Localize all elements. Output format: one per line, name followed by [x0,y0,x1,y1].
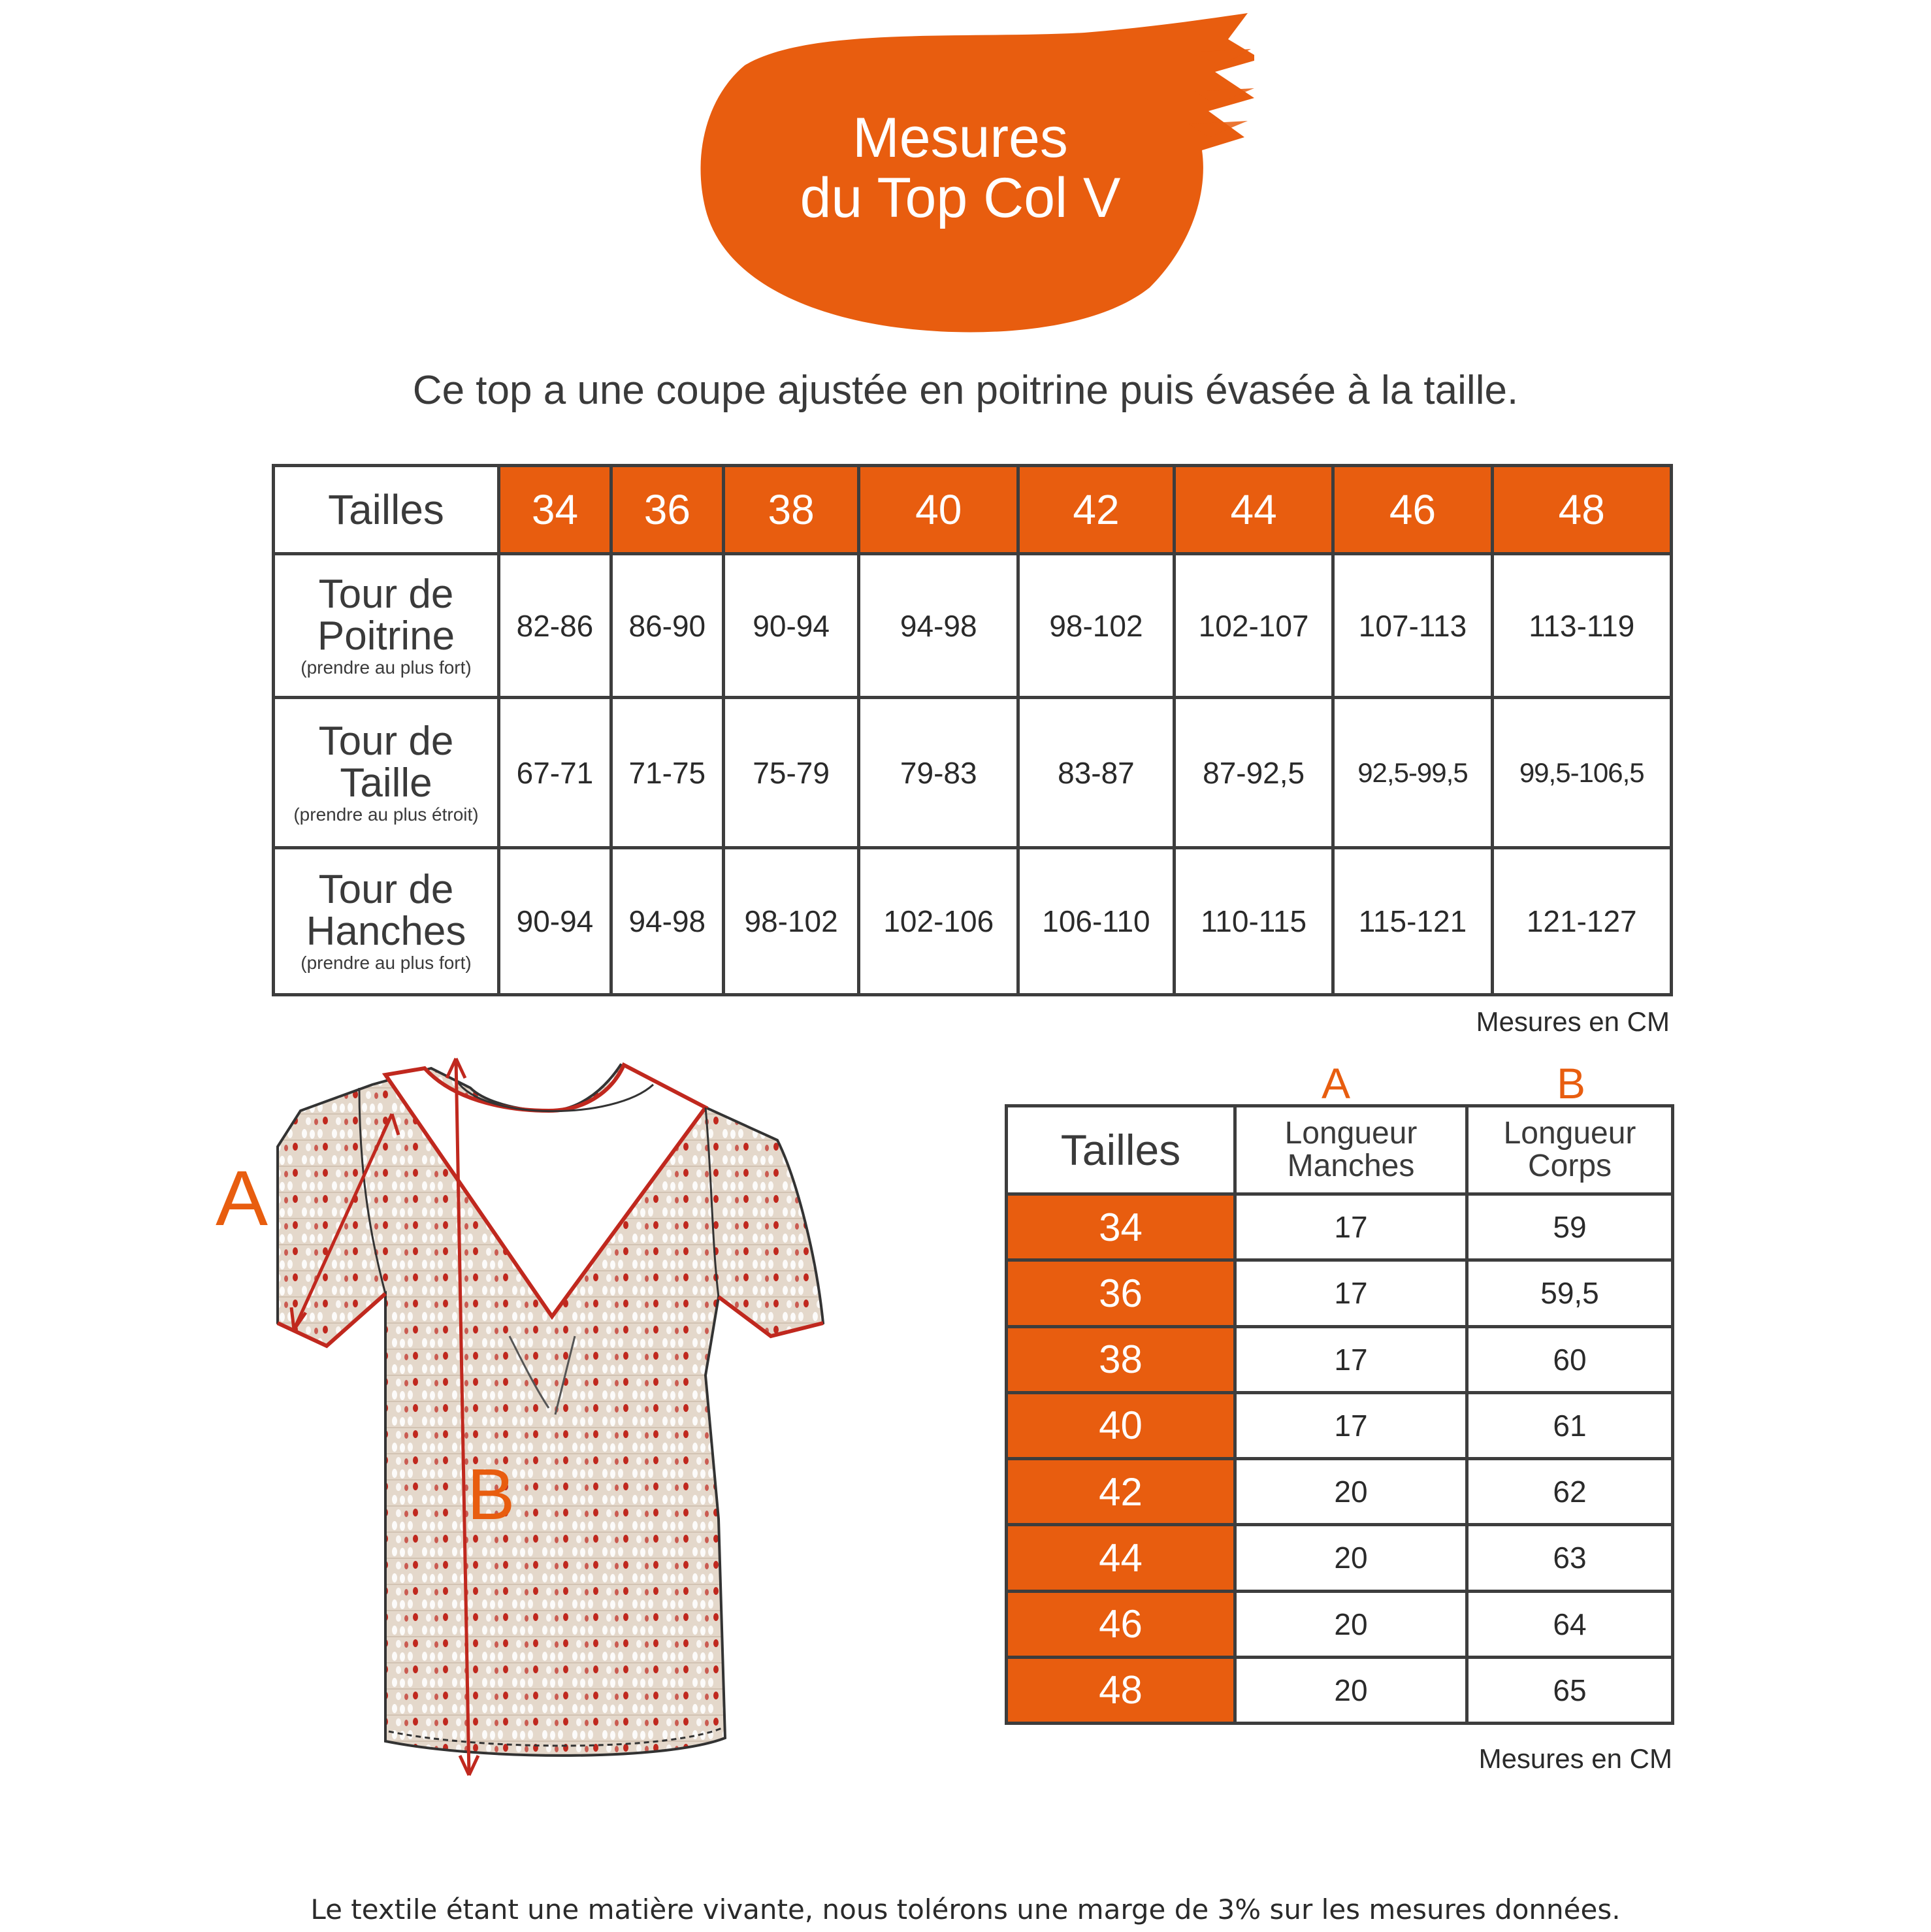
row-label-line: Hanches [306,909,466,954]
table-cell: 102-107 [1174,554,1333,698]
table-cell: 20 [1235,1657,1467,1723]
table-cell: 90-94 [723,554,859,698]
table-row [1007,1459,1673,1525]
table-cell: 107-113 [1333,554,1492,698]
column-header-line: Manches [1287,1149,1415,1183]
table-cell: 99,5-106,5 [1492,698,1672,848]
size-cell: 44 [1007,1525,1235,1591]
unit-note: Mesures en CM [1476,1006,1670,1037]
row-label-line: Taille [340,760,432,806]
garment-measurements-table [1005,1104,1674,1725]
table-row [1007,1194,1673,1260]
table-cell: 60 [1467,1326,1673,1392]
table-row [1007,1326,1673,1392]
table-cell: 71-75 [611,698,723,848]
column-header-sleeve [1235,1106,1467,1194]
table-cell: 65 [1467,1657,1673,1723]
unit-note: Mesures en CM [1478,1743,1672,1774]
table-row [1007,1657,1673,1723]
table-cell: 17 [1235,1260,1467,1326]
table-cell: 17 [1235,1194,1467,1260]
label-b: B [467,1454,515,1535]
size-header: 38 [723,466,859,554]
column-letter-b: B [1556,1059,1586,1107]
table-cell: 113-119 [1492,554,1672,698]
size-cell: 38 [1007,1326,1235,1392]
title-line-2: du Top Col V [800,167,1121,229]
column-header-body [1467,1106,1673,1194]
top-diagram [209,1049,941,1780]
size-header: 44 [1174,466,1333,554]
table-row-chest [274,554,1672,698]
size-header: 40 [859,466,1018,554]
column-header-line: Corps [1527,1149,1612,1183]
row-note: (prendre au plus fort) [300,953,472,973]
row-label [274,554,499,698]
table-corner-label: Tailles [1007,1106,1235,1194]
size-header: 34 [499,466,611,554]
table-row-waist [274,698,1672,848]
row-label [274,848,499,995]
column-letter-a: A [1321,1059,1351,1107]
table-cell: 110-115 [1174,848,1333,995]
table-cell: 94-98 [859,554,1018,698]
table-cell: 82-86 [499,554,611,698]
table-cell: 87-92,5 [1174,698,1333,848]
column-header-line: Longueur [1284,1116,1418,1151]
table-cell: 106-110 [1018,848,1175,995]
size-cell: 42 [1007,1459,1235,1525]
table-cell: 90-94 [499,848,611,995]
table-header-row [1007,1106,1673,1194]
table-cell: 67-71 [499,698,611,848]
size-header: 48 [1492,466,1672,554]
row-note: (prendre au plus étroit) [293,804,479,825]
table-cell: 63 [1467,1525,1673,1591]
title-line-1: Mesures [852,106,1068,169]
table-cell: 86-90 [611,554,723,698]
table-cell: 64 [1467,1591,1673,1657]
column-header-line: Longueur [1503,1116,1636,1151]
table-cell: 59,5 [1467,1260,1673,1326]
size-header: 36 [611,466,723,554]
table-row [1007,1525,1673,1591]
table-cell: 75-79 [723,698,859,848]
size-cell: 36 [1007,1260,1235,1326]
table-cell: 115-121 [1333,848,1492,995]
row-label-line: Tour de [318,867,454,912]
table-header-row [274,466,1672,554]
table-cell: 94-98 [611,848,723,995]
size-cell: 40 [1007,1392,1235,1458]
table-row [1007,1392,1673,1458]
table-cell: 92,5-99,5 [1333,698,1492,848]
table-cell: 17 [1235,1392,1467,1458]
row-label [274,698,499,848]
table-cell: 121-127 [1492,848,1672,995]
table-cell: 98-102 [723,848,859,995]
table-cell: 59 [1467,1194,1673,1260]
page-title [692,108,1228,228]
table-row [1007,1591,1673,1657]
size-header: 42 [1018,466,1175,554]
table-cell: 61 [1467,1392,1673,1458]
row-note: (prendre au plus fort) [300,657,472,678]
fit-description: Ce top a une coupe ajustée en poitrine puis évasée à la taille. [412,368,1519,413]
table-cell: 83-87 [1018,698,1175,848]
table-cell: 102-106 [859,848,1018,995]
table-corner-label: Tailles [274,466,499,554]
size-header: 46 [1333,466,1492,554]
body-measurements-table [272,464,1673,996]
table-cell: 20 [1235,1525,1467,1591]
table-cell: 98-102 [1018,554,1175,698]
table-row-hips [274,848,1672,995]
tolerance-note: Le textile étant une matière vivante, nous tolérons une marge de 3% sur les mesures données. [310,1893,1621,1925]
size-cell: 48 [1007,1657,1235,1723]
table-cell: 20 [1235,1459,1467,1525]
table-cell: 79-83 [859,698,1018,848]
table-cell: 17 [1235,1326,1467,1392]
size-cell: 46 [1007,1591,1235,1657]
row-label-line: Tour de [318,718,454,764]
label-a: A [216,1154,268,1242]
size-cell: 34 [1007,1194,1235,1260]
row-label-line: Poitrine [317,613,455,659]
table-row [1007,1260,1673,1326]
table-cell: 20 [1235,1591,1467,1657]
row-label-line: Tour de [318,571,454,617]
table-cell: 62 [1467,1459,1673,1525]
